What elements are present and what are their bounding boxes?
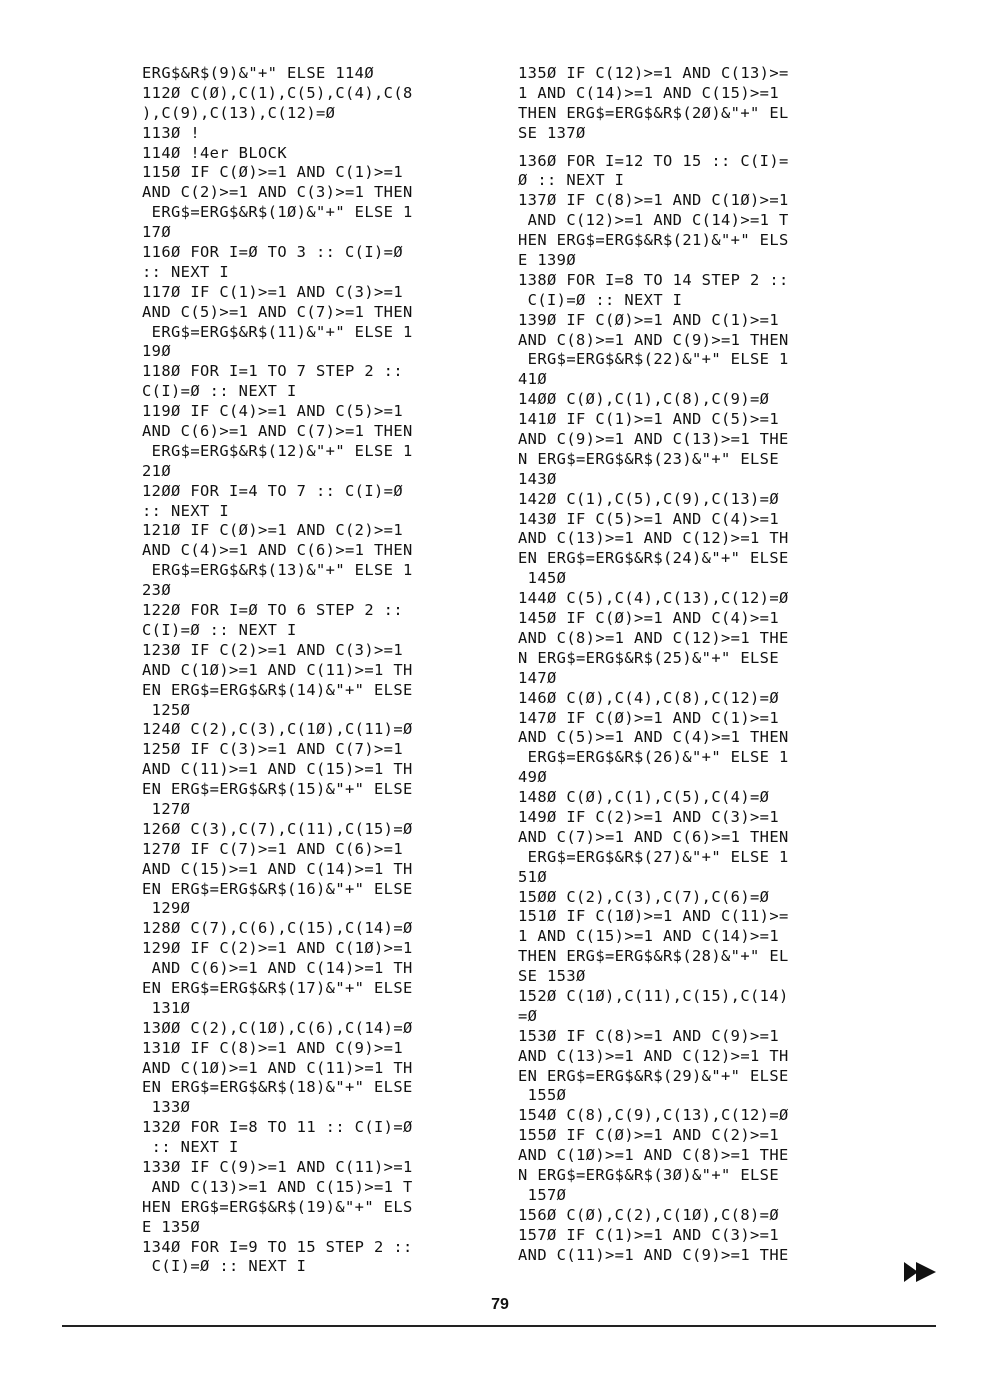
code-line: 124Ø C(2),C(3),C(1Ø),C(11)=Ø [142,720,413,739]
code-line: EN ERG$=ERG$&R$(16)&"+" ELSE [142,879,413,898]
code-line: 153Ø IF C(8)>=1 AND C(9)>=1 [518,1026,779,1045]
footer-rule [62,1325,936,1327]
code-line: ERG$=ERG$&R$(26)&"+" ELSE 1 [518,748,789,767]
code-line: 142Ø C(1),C(5),C(9),C(13)=Ø [518,489,779,508]
code-line: 112Ø C(Ø),C(1),C(5),C(4),C(8 [142,83,413,102]
code-line: N ERG$=ERG$&R$(3Ø)&"+" ELSE [518,1165,779,1184]
code-line: 131Ø [142,998,191,1017]
code-line: EN ERG$=ERG$&R$(17)&"+" ELSE [142,978,413,997]
code-line: 154Ø C(8),C(9),C(13),C(12)=Ø [518,1106,789,1125]
code-line: 155Ø [518,1086,567,1105]
code-line: :: NEXT I [142,262,229,281]
code-line: C(I)=Ø :: NEXT I [142,620,297,639]
code-line: EN ERG$=ERG$&R$(29)&"+" ELSE [518,1066,789,1085]
code-line: 138Ø FOR I=8 TO 14 STEP 2 :: [518,270,789,289]
code-line: 145Ø IF C(Ø)>=1 AND C(4)>=1 [518,609,779,628]
code-line: ERG$=ERG$&R$(13)&"+" ELSE 1 [142,561,413,580]
code-line: 143Ø [518,469,557,488]
code-line: C(I)=Ø :: NEXT I [142,1257,307,1276]
code-line: EN ERG$=ERG$&R$(15)&"+" ELSE [142,780,413,799]
code-line: 12ØØ FOR I=4 TO 7 :: C(I)=Ø [142,481,403,500]
code-line: AND C(13)>=1 AND C(12)>=1 TH [518,529,789,548]
code-line: :: NEXT I [142,1138,239,1157]
code-line: 135Ø IF C(12)>=1 AND C(13)>= [518,64,789,82]
code-line: :: NEXT I [142,501,229,520]
code-line: AND C(8)>=1 AND C(12)>=1 THE [518,628,789,647]
code-line: 141Ø IF C(1)>=1 AND C(5)>=1 [518,410,779,429]
code-line: 148Ø C(Ø),C(1),C(5),C(4)=Ø [518,788,770,807]
code-line: AND C(8)>=1 AND C(9)>=1 THEN [518,330,789,349]
code-line: 151Ø IF C(1Ø)>=1 AND C(11)>= [518,907,789,926]
code-line: AND C(13)>=1 AND C(15)>=1 T [142,1177,413,1196]
code-line: 149Ø IF C(2)>=1 AND C(3)>=1 [518,807,779,826]
code-line: AND C(12)>=1 AND C(14)>=1 T [518,211,789,230]
code-line: 147Ø IF C(Ø)>=1 AND C(1)>=1 [518,708,779,727]
listing-column-left [142,64,484,1277]
code-line: 131Ø IF C(8)>=1 AND C(9)>=1 [142,1038,403,1057]
code-line: N ERG$=ERG$&R$(25)&"+" ELSE [518,648,779,667]
code-line: 21Ø [142,461,171,480]
code-line: 117Ø IF C(1)>=1 AND C(3)>=1 [142,282,403,301]
code-line: AND C(1Ø)>=1 AND C(8)>=1 THE [518,1146,789,1165]
code-line: C(I)=Ø :: NEXT I [518,290,683,309]
code-line: AND C(15)>=1 AND C(14)>=1 TH [142,859,413,878]
code-line: 14ØØ C(Ø),C(1),C(8),C(9)=Ø [518,390,770,409]
code-line: EN ERG$=ERG$&R$(14)&"+" ELSE [142,680,413,699]
code-line: AND C(5)>=1 AND C(7)>=1 THEN [142,302,413,321]
code-line: 133Ø [142,1098,191,1117]
code-line: 127Ø [142,799,191,818]
double-arrow-right-icon [902,1260,942,1284]
code-line: 113Ø ! [142,123,200,142]
code-line: 152Ø C(1Ø),C(11),C(15),C(14) [518,986,789,1005]
code-line: 157Ø IF C(1)>=1 AND C(3)>=1 [518,1225,779,1244]
code-line: AND C(11)>=1 AND C(15)>=1 TH [142,760,413,779]
code-line: 156Ø C(Ø),C(2),C(1Ø),C(8)=Ø [518,1205,779,1224]
code-line: ERG$&R$(9)&"+" ELSE 114Ø [142,64,374,82]
code-line: N ERG$=ERG$&R$(23)&"+" ELSE [518,449,779,468]
code-line: 23Ø [142,581,171,600]
code-line: 125Ø IF C(3)>=1 AND C(7)>=1 [142,740,403,759]
code-line: THEN ERG$=ERG$&R$(2Ø)&"+" EL [518,103,789,122]
code-line: 143Ø IF C(5)>=1 AND C(4)>=1 [518,509,779,528]
code-line: AND C(5)>=1 AND C(4)>=1 THEN [518,728,789,747]
code-line: 19Ø [142,342,171,361]
code-line: 147Ø [518,668,557,687]
code-line: 132Ø FOR I=8 TO 11 :: C(I)=Ø [142,1118,413,1137]
code-line: 1 AND C(15)>=1 AND C(14)>=1 [518,927,779,946]
page-number: 79 [491,1296,509,1313]
code-line: ),C(9),C(13),C(12)=Ø [142,103,336,122]
code-line: SE 153Ø [518,967,586,986]
code-line: 41Ø [518,370,547,389]
code-line: AND C(1Ø)>=1 AND C(11)>=1 TH [142,660,413,679]
code-line: ERG$=ERG$&R$(22)&"+" ELSE 1 [518,350,789,369]
code-line: 49Ø [518,768,547,787]
code-line: EN ERG$=ERG$&R$(24)&"+" ELSE [518,549,789,568]
code-line: 114Ø !4er BLOCK [142,143,287,162]
code-line: ERG$=ERG$&R$(12)&"+" ELSE 1 [142,441,413,460]
code-line: 115Ø IF C(Ø)>=1 AND C(1)>=1 [142,163,403,182]
code-line: ERG$=ERG$&R$(27)&"+" ELSE 1 [518,847,789,866]
code-line: E 135Ø [142,1217,200,1236]
listing-column-right [518,64,868,1265]
code-line: 136Ø FOR I=12 TO 15 :: C(I)= [518,151,789,170]
code-line: AND C(6)>=1 AND C(14)>=1 TH [142,959,413,978]
code-line: 123Ø IF C(2)>=1 AND C(3)>=1 [142,640,403,659]
code-line: HEN ERG$=ERG$&R$(19)&"+" ELS [142,1197,413,1216]
code-line: AND C(11)>=1 AND C(9)>=1 THE [518,1245,789,1264]
code-line: =Ø [518,1006,538,1025]
code-line: AND C(4)>=1 AND C(6)>=1 THEN [142,541,413,560]
code-line: 13ØØ C(2),C(1Ø),C(6),C(14)=Ø [142,1018,413,1037]
code-line: 134Ø FOR I=9 TO 15 STEP 2 :: [142,1237,413,1256]
code-line: 116Ø FOR I=Ø TO 3 :: C(I)=Ø [142,243,403,262]
code-line: 126Ø C(3),C(7),C(11),C(15)=Ø [142,819,413,838]
code-line: 17Ø [142,223,171,242]
code-line: AND C(6)>=1 AND C(7)>=1 THEN [142,422,413,441]
code-line: 139Ø IF C(Ø)>=1 AND C(1)>=1 [518,310,779,329]
code-line: 1 AND C(14)>=1 AND C(15)>=1 [518,83,779,102]
code-line: 122Ø FOR I=Ø TO 6 STEP 2 :: [142,601,403,620]
code-line: AND C(9)>=1 AND C(13)>=1 THE [518,430,789,449]
code-line: 145Ø [518,569,567,588]
code-line: 127Ø IF C(7)>=1 AND C(6)>=1 [142,839,403,858]
code-line: 129Ø [142,899,191,918]
code-line: 121Ø IF C(Ø)>=1 AND C(2)>=1 [142,521,403,540]
code-line: AND C(1Ø)>=1 AND C(11)>=1 TH [142,1058,413,1077]
code-line: 15ØØ C(2),C(3),C(7),C(6)=Ø [518,887,770,906]
code-line: AND C(13)>=1 AND C(12)>=1 TH [518,1046,789,1065]
code-line: 157Ø [518,1185,567,1204]
code-line: E 139Ø [518,251,576,270]
code-line: 133Ø IF C(9)>=1 AND C(11)>=1 [142,1157,413,1176]
code-line: 51Ø [518,867,547,886]
code-line: 146Ø C(Ø),C(4),C(8),C(12)=Ø [518,688,779,707]
code-line: THEN ERG$=ERG$&R$(28)&"+" EL [518,947,789,966]
code-line: EN ERG$=ERG$&R$(18)&"+" ELSE [142,1078,413,1097]
code-line: 118Ø FOR I=1 TO 7 STEP 2 :: [142,362,403,381]
code-line: 125Ø [142,700,191,719]
code-line: ERG$=ERG$&R$(1Ø)&"+" ELSE 1 [142,203,413,222]
code-line: Ø :: NEXT I [518,171,625,190]
code-line: 144Ø C(5),C(4),C(13),C(12)=Ø [518,589,789,608]
code-line: ERG$=ERG$&R$(11)&"+" ELSE 1 [142,322,413,341]
code-line: SE 137Ø [518,123,586,142]
code-line: 119Ø IF C(4)>=1 AND C(5)>=1 [142,402,403,421]
code-line: HEN ERG$=ERG$&R$(21)&"+" ELS [518,231,789,250]
code-line: 155Ø IF C(Ø)>=1 AND C(2)>=1 [518,1126,779,1145]
code-line: 129Ø IF C(2)>=1 AND C(1Ø)>=1 [142,939,413,958]
code-line: AND C(7)>=1 AND C(6)>=1 THEN [518,827,789,846]
code-line: 137Ø IF C(8)>=1 AND C(1Ø)>=1 [518,191,789,210]
paragraph-gap [518,144,868,152]
code-line: C(I)=Ø :: NEXT I [142,382,297,401]
code-line: 128Ø C(7),C(6),C(15),C(14)=Ø [142,919,413,938]
code-line: AND C(2)>=1 AND C(3)>=1 THEN [142,183,413,202]
